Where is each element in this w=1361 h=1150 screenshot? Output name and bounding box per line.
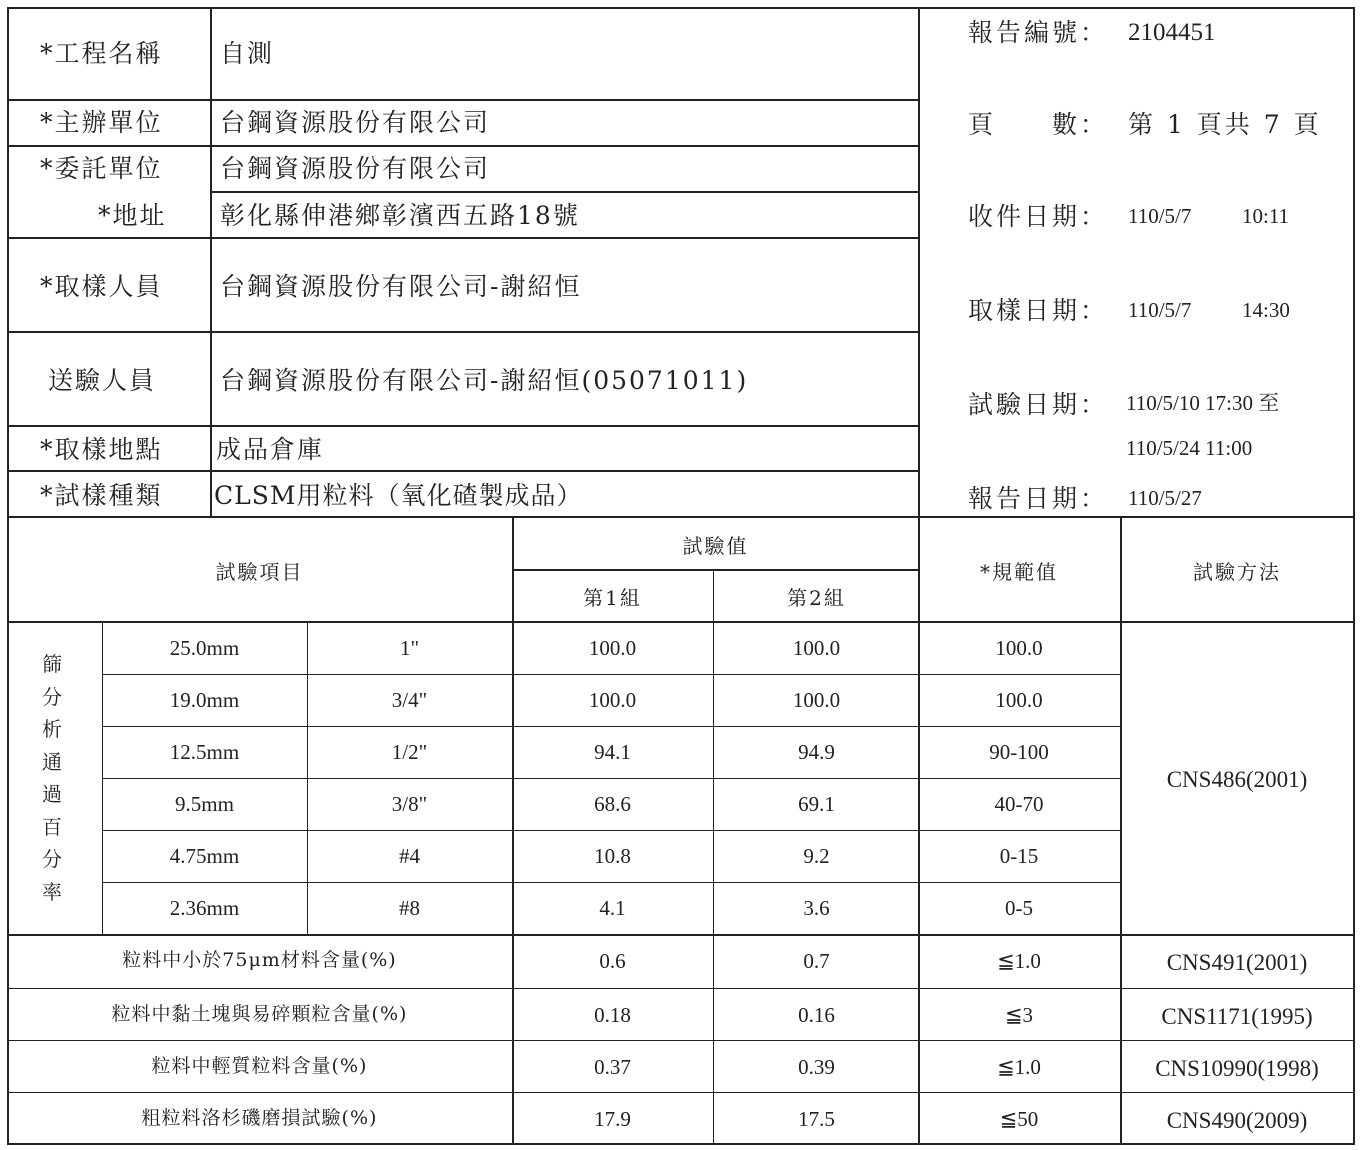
test-item-name: 粒料中黏土塊與易碎顆粒含量(%) <box>111 1003 408 1025</box>
hline <box>7 1092 1355 1093</box>
value-group-2: 3.6 <box>803 896 830 920</box>
report-no-value: 2104451 <box>1128 19 1216 46</box>
header-info-divider <box>918 7 920 517</box>
spec-value: 100.0 <box>995 636 1043 660</box>
hline <box>512 569 920 571</box>
sieve-analysis-label: 篩分析通過百分率 <box>42 652 62 904</box>
submitter-label: 送驗人員 <box>48 366 157 395</box>
project-name-value: 自測 <box>220 39 275 68</box>
sampled-date: 110/5/7 <box>1128 298 1192 322</box>
value-group-1: 0.18 <box>594 1003 631 1027</box>
sieve-size-inch: 1" <box>399 636 420 660</box>
sieve-size-inch: 3/8" <box>391 792 428 816</box>
pages-label: 頁 數： <box>968 110 1109 139</box>
hline <box>210 191 920 193</box>
value-group-1: 0.6 <box>599 949 626 973</box>
header-spec: *規範值 <box>980 560 1058 584</box>
header-label-divider <box>210 7 212 517</box>
sample-type-label: *試樣種類 <box>40 481 163 510</box>
spec-value: 100.0 <box>995 688 1043 712</box>
sieve-size-mm: 25.0mm <box>169 636 240 660</box>
header-method: 試驗方法 <box>1193 560 1281 584</box>
test-method: CNS491(2001) <box>1166 950 1308 975</box>
value-group-2: 0.7 <box>803 949 830 973</box>
hline <box>7 988 1355 989</box>
hline <box>102 726 1120 727</box>
report-no-label: 報告編號： <box>968 18 1109 47</box>
address-label: *地址 <box>98 201 167 230</box>
value-group-2: 9.2 <box>803 844 830 868</box>
spec-value: 40-70 <box>994 792 1044 816</box>
received-time: 10:11 <box>1242 204 1290 228</box>
spec-value: ≦1.0 <box>997 1055 1041 1079</box>
table-header-bottom <box>7 621 1355 623</box>
pages-value: 第 1 頁共 7 頁 <box>1128 110 1322 139</box>
value-group-2: 0.39 <box>798 1055 835 1079</box>
spec-value: ≦3 <box>1004 1003 1034 1027</box>
location-label: *取樣地點 <box>40 435 163 464</box>
sieve-size-mm: 12.5mm <box>169 740 240 764</box>
sieve-size-inch: #8 <box>399 896 420 920</box>
value-group-1: 17.9 <box>594 1107 631 1131</box>
sieve-size-mm: 2.36mm <box>169 896 240 920</box>
value-group-2: 69.1 <box>798 792 835 816</box>
value-group-2: 94.9 <box>798 740 835 764</box>
report-date-label: 報告日期： <box>968 484 1109 513</box>
sieve-size-inch: 3/4" <box>391 688 428 712</box>
spec-value: 0-15 <box>999 844 1039 868</box>
hline <box>7 1040 1355 1041</box>
sieve-size-mm: 19.0mm <box>169 688 240 712</box>
header-group-2: 第2組 <box>787 586 846 610</box>
test-method: CNS490(2009) <box>1166 1108 1308 1133</box>
test-date-to: 110/5/24 11:00 <box>1126 436 1253 460</box>
value-group-2: 100.0 <box>792 688 841 712</box>
hline <box>7 425 920 427</box>
received-label: 收件日期： <box>968 202 1109 231</box>
hline <box>7 934 1355 936</box>
spec-value: 90-100 <box>989 740 1049 764</box>
submitter-value: 台鋼資源股份有限公司-謝紹恒(05071011) <box>220 366 749 395</box>
value-group-2: 17.5 <box>798 1107 835 1131</box>
client-value: 台鋼資源股份有限公司 <box>220 154 491 183</box>
received-date: 110/5/7 <box>1128 204 1192 228</box>
organizer-value: 台鋼資源股份有限公司 <box>220 108 491 137</box>
value-group-1: 94.1 <box>594 740 631 764</box>
header-test-values: 試驗值 <box>682 534 749 558</box>
sieve-size-inch: 1/2" <box>391 740 428 764</box>
hline <box>7 331 920 333</box>
value-group-1: 100.0 <box>588 688 637 712</box>
test-item-name: 粒料中輕質粒料含量(%) <box>151 1055 368 1077</box>
hline <box>102 778 1120 779</box>
hline <box>7 99 920 101</box>
sieve-method: CNS486(2001) <box>1166 767 1308 792</box>
hline <box>7 145 920 147</box>
frame-bottom <box>7 1143 1355 1145</box>
client-label: *委託單位 <box>40 154 163 183</box>
test-method: CNS1171(1995) <box>1161 1004 1313 1029</box>
sampler-value: 台鋼資源股份有限公司-謝紹恒 <box>220 272 582 301</box>
hline <box>102 674 1120 675</box>
spec-value: 0-5 <box>1005 896 1033 920</box>
sieve-size-mm: 4.75mm <box>169 844 240 868</box>
sieve-size-mm: 9.5mm <box>175 792 234 816</box>
header-bottom-line <box>7 516 1355 518</box>
value-group-1: 4.1 <box>599 896 626 920</box>
spec-value: ≦50 <box>999 1107 1039 1131</box>
value-group-1: 0.37 <box>594 1055 631 1079</box>
test-item-name: 粒料中小於75μm材料含量(%) <box>122 949 397 971</box>
sieve-size-inch: #4 <box>399 844 420 868</box>
value-group-1: 100.0 <box>588 636 637 660</box>
header-test-item: 試驗項目 <box>215 560 304 584</box>
sampler-label: *取樣人員 <box>40 272 163 301</box>
value-group-1: 10.8 <box>594 844 631 868</box>
hline <box>102 882 1120 883</box>
location-value: 成品倉庫 <box>216 435 325 464</box>
header-group-1: 第1組 <box>583 586 642 610</box>
test-date-from: 110/5/10 17:30 至 <box>1126 391 1280 415</box>
test-method: CNS10990(1998) <box>1155 1056 1319 1081</box>
test-date-label: 試驗日期： <box>968 390 1109 419</box>
hline <box>7 237 920 239</box>
sampled-label: 取樣日期： <box>968 296 1109 325</box>
sampled-time: 14:30 <box>1242 298 1290 322</box>
test-item-name: 粗粒料洛杉磯磨損試驗(%) <box>141 1107 378 1129</box>
report-date-value: 110/5/27 <box>1128 486 1202 510</box>
project-name-label: *工程名稱 <box>40 39 163 68</box>
value-group-1: 68.6 <box>594 792 631 816</box>
col-line-method <box>1120 516 1122 1144</box>
hline <box>102 830 1120 831</box>
spec-value: ≦1.0 <box>997 949 1041 973</box>
address-value: 彰化縣伸港鄉彰濱西五路18號 <box>220 201 580 230</box>
sample-type-value: CLSM用粒料（氧化碴製成品） <box>214 481 583 510</box>
value-group-2: 100.0 <box>792 636 841 660</box>
hline <box>7 470 920 472</box>
value-group-2: 0.16 <box>798 1003 835 1027</box>
organizer-label: *主辦單位 <box>40 108 163 137</box>
